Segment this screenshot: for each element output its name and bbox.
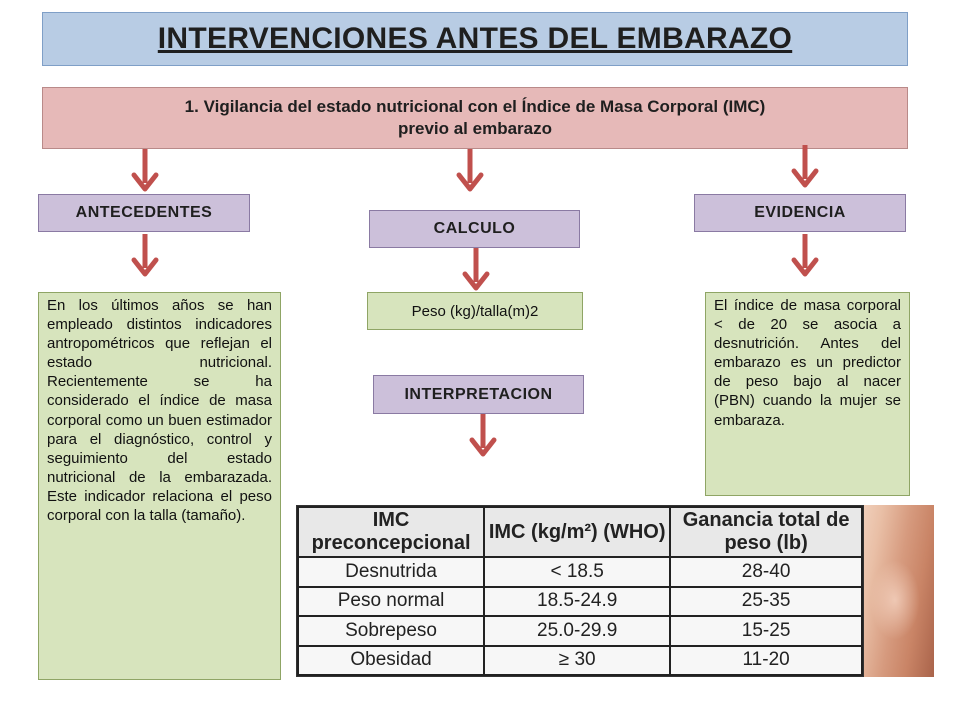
arrow-subtitle-to-antecedentes <box>131 149 159 195</box>
arrow-calculo-to-formula <box>462 248 490 294</box>
table-cell: 25-35 <box>670 587 862 617</box>
table-header-who: IMC (kg/m²) (WHO) <box>484 507 670 557</box>
arrow-subtitle-to-evidencia <box>791 145 819 191</box>
arrow-evidencia-to-text <box>791 234 819 280</box>
arrow-antecedentes-to-text <box>131 234 159 280</box>
table-cell: < 18.5 <box>484 557 670 587</box>
imc-table <box>296 505 864 677</box>
table-header-ganancia: Ganancia total de peso (lb) <box>670 507 862 557</box>
table-cell: ≥ 30 <box>484 646 670 676</box>
table-row <box>298 646 862 676</box>
interpretacion-label: INTERPRETACION <box>373 375 584 414</box>
table-cell: 25.0-29.9 <box>484 616 670 646</box>
subtitle-line-2: previo al embarazo <box>397 119 552 138</box>
evidencia-text: El índice de masa corporal < de 20 se asocia a desnutrición. Antes del embarazo es un predictor de peso bajo al nacer (PBN) cuando la mujer se embaraza. <box>714 297 901 429</box>
table-row <box>298 557 862 587</box>
table-row <box>298 587 862 617</box>
arrow-interpretacion-to-table <box>469 414 497 460</box>
page-title-box <box>42 12 908 66</box>
formula-box: Peso (kg)/talla(m)2 <box>367 292 583 330</box>
antecedentes-text-box <box>38 292 281 680</box>
table-cell: Peso normal <box>298 587 484 617</box>
subtitle-line-1: 1. Vigilancia del estado nutricional con el Índice de Masa Corporal (IMC) <box>184 97 766 116</box>
table-header-imc: IMC preconcepcional <box>298 507 484 557</box>
table-cell: 11-20 <box>670 646 862 676</box>
table-cell: 15-25 <box>670 616 862 646</box>
antecedentes-text: En los últimos años se han empleado distintos indicadores antropométricos que reflejan el estado nutricional. Recientemente se ha considerado el índice de masa corporal como un buen estimador para el diagnóstico, control y seguimiento del estado nutricional de la embarazada. Este indicador relaciona el peso corporal con la talla (tamaño). <box>47 297 272 525</box>
evidencia-label: EVIDENCIA <box>694 194 906 232</box>
table-cell: 18.5-24.9 <box>484 587 670 617</box>
arrow-subtitle-to-calculo <box>456 149 484 195</box>
table-row <box>298 616 862 646</box>
table-cell: 28-40 <box>670 557 862 587</box>
table-cell: Desnutrida <box>298 557 484 587</box>
antecedentes-label: ANTECEDENTES <box>38 194 250 232</box>
imc-table-grid <box>297 506 863 676</box>
table-cell: Obesidad <box>298 646 484 676</box>
evidencia-text-box <box>705 292 910 496</box>
page-title: INTERVENCIONES ANTES DEL EMBARAZO <box>157 22 793 55</box>
table-header-row <box>298 507 862 557</box>
table-cell: Sobrepeso <box>298 616 484 646</box>
photo-highlight <box>870 560 920 640</box>
calculo-label: CALCULO <box>369 210 580 248</box>
subtitle-box <box>42 87 908 149</box>
